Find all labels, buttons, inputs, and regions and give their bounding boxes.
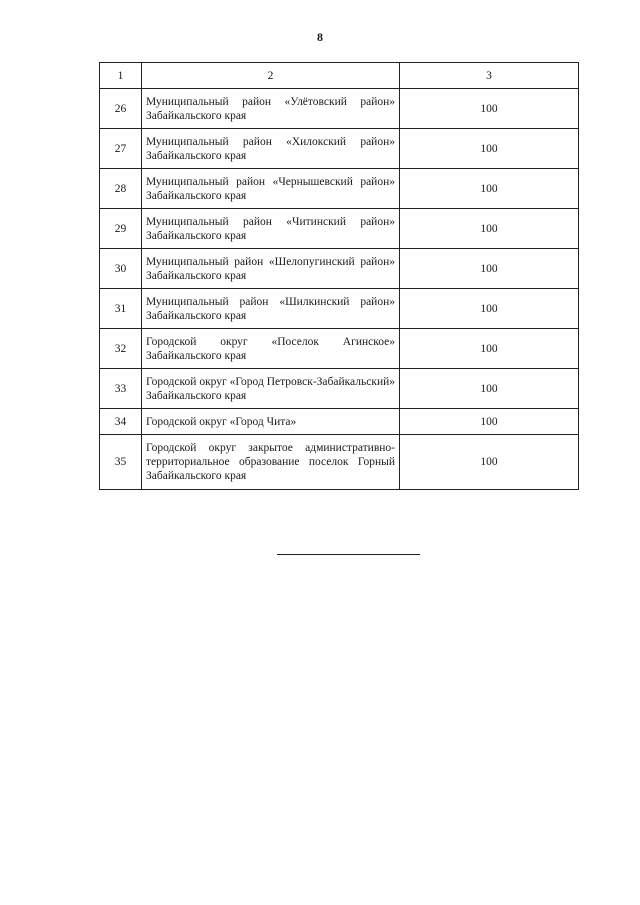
row-value: 100 [400, 329, 579, 369]
table-row [100, 129, 579, 169]
header-col-3: 3 [400, 63, 579, 89]
municipality-name: Муниципальный район «Хилокский район» Забайкальского края [142, 129, 400, 169]
header-col-2: 2 [142, 63, 400, 89]
page-number: 8 [317, 30, 323, 44]
data-table [99, 62, 579, 490]
row-value: 100 [400, 409, 579, 435]
row-number: 34 [100, 409, 142, 435]
municipality-name: Муниципальный район «Улётовский район» Забайкальского края [142, 89, 400, 129]
table-row [100, 329, 579, 369]
municipality-name: Городской округ «Город Петровск-Забайкальский» Забайкальского края [142, 369, 400, 409]
municipality-name: Городской округ «Поселок Агинское» Забайкальского края [142, 329, 400, 369]
table-row [100, 409, 579, 435]
table-row [100, 369, 579, 409]
row-number: 28 [100, 169, 142, 209]
row-value: 100 [400, 209, 579, 249]
table-row [100, 89, 579, 129]
municipality-name: Городской округ «Город Чита» [142, 409, 400, 435]
row-number: 27 [100, 129, 142, 169]
row-number: 29 [100, 209, 142, 249]
row-value: 100 [400, 169, 579, 209]
municipality-name: Муниципальный район «Читинский район» Забайкальского края [142, 209, 400, 249]
row-value: 100 [400, 89, 579, 129]
table-row [100, 169, 579, 209]
municipality-name: Муниципальный район «Шилкинский район» Забайкальского края [142, 289, 400, 329]
signature-divider-line [277, 554, 420, 555]
row-number: 31 [100, 289, 142, 329]
header-col-1: 1 [100, 63, 142, 89]
table-row [100, 249, 579, 289]
row-value: 100 [400, 289, 579, 329]
row-value: 100 [400, 249, 579, 289]
row-value: 100 [400, 435, 579, 490]
row-number: 32 [100, 329, 142, 369]
municipality-name: Муниципальный район «Чернышевский район» Забайкальского края [142, 169, 400, 209]
table-row [100, 209, 579, 249]
row-number: 35 [100, 435, 142, 490]
row-value: 100 [400, 129, 579, 169]
municipality-name: Муниципальный район «Шелопугинский район» Забайкальского края [142, 249, 400, 289]
table-row [100, 435, 579, 490]
row-number: 33 [100, 369, 142, 409]
table-row [100, 289, 579, 329]
table-header-row [100, 63, 579, 89]
row-number: 30 [100, 249, 142, 289]
municipality-name: Городской округ закрытое административно-территориальное образование поселок Горный Забайкальского края [142, 435, 400, 490]
row-value: 100 [400, 369, 579, 409]
row-number: 26 [100, 89, 142, 129]
